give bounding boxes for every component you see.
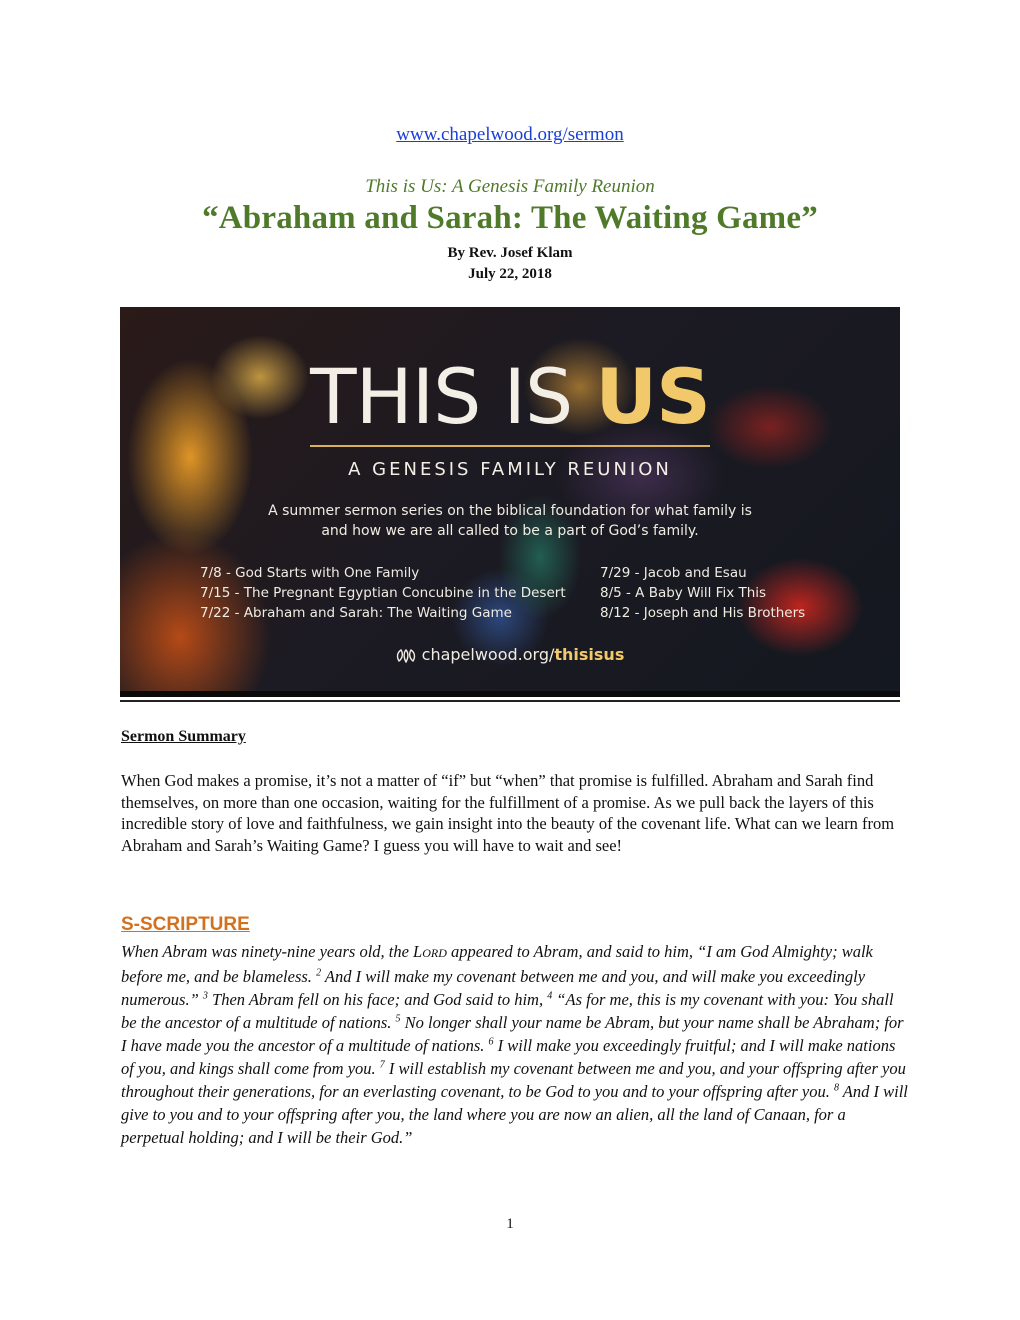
- scripture-text: No longer shall your name be Abram, but your name shall be Abraham; for I have made you the ancestor of a multitude of nations.: [121, 1013, 904, 1055]
- scripture-passage: [121, 940, 911, 1149]
- verse-number: 4: [547, 990, 553, 1002]
- chapelwood-leaf-icon: [396, 649, 416, 663]
- scripture-text: And I will make my covenant between me and you, and will make you exceedingly numerous.”: [121, 967, 866, 1009]
- schedule-item: 7/8 - God Starts with One Family: [200, 565, 420, 581]
- banner-schedule-left: [200, 563, 566, 623]
- schedule-item: 7/15 - The Pregnant Egyptian Concubine in the Desert: [200, 585, 566, 601]
- scripture-text: Then Abram fell on his face; and God said to him,: [207, 990, 548, 1009]
- scripture-text: “As for me, this is my covenant with you: You shall be the ancestor of a multitude of nations.: [121, 990, 894, 1032]
- banner-bottom-edge: [120, 691, 900, 697]
- banner-underline: [120, 700, 900, 702]
- sermon-url-link[interactable]: www.chapelwood.org/sermon: [396, 124, 624, 145]
- scripture-text: I will make you exceedingly fruitful; and I will make nations of you, and kings shall come from you.: [121, 1036, 896, 1078]
- scripture-text: When Abram was ninety-nine years old, the L: [121, 942, 423, 961]
- summary-paragraph: When God makes a promise, it’s not a matter of “if” but “when” that promise is fulfilled. Abraham and Sarah find themselves, on more than one occasion, waiting for the fulfillment of a promise. As we pull back the layers of this incredible story of love and faithfulness, we gain insight into the beauty of the covenant life. What can we learn from Abraham and Sarah’s Waiting Game? I guess you will have to wait and see!: [121, 771, 895, 855]
- series-banner-image: [120, 307, 900, 697]
- verse-number: 5: [395, 1013, 401, 1025]
- banner-schedule-right: [600, 563, 805, 623]
- schedule-item: 7/29 - Jacob and Esau: [600, 565, 747, 581]
- verse-number: 3: [202, 990, 208, 1002]
- verse-number: 6: [488, 1036, 494, 1048]
- scripture-text: I will establish my covenant between me and you, and your offspring after you throughout their generations, for an everlasting covenant, to be God to you and to your offspring after you.: [121, 1059, 906, 1101]
- banner-description: [250, 501, 770, 541]
- author-byline: By Rev. Josef Klam: [447, 245, 573, 261]
- banner-divider: [310, 445, 710, 447]
- scripture-lord-smallcaps: ORD: [422, 946, 447, 960]
- schedule-item: 7/22 - Abraham and Sarah: The Waiting Game: [200, 605, 512, 621]
- banner-footer: [120, 645, 900, 664]
- series-title: This is Us: A Genesis Family Reunion: [365, 176, 655, 197]
- banner-title-part1: THIS IS: [310, 352, 596, 441]
- banner-footer-accent: thisisus: [554, 645, 625, 664]
- schedule-item: 8/5 - A Baby Will Fix This: [600, 585, 767, 601]
- banner-subtitle: A GENESIS FAMILY REUNION: [348, 459, 672, 480]
- sermon-date: July 22, 2018: [468, 266, 552, 282]
- page-number: 1: [506, 1216, 514, 1232]
- banner-footer-url: chapelwood.org/: [421, 645, 555, 664]
- banner-description-line: A summer sermon series on the biblical foundation for what family is: [268, 503, 752, 519]
- verse-number: 7: [379, 1059, 385, 1071]
- scripture-text: appeared to Abram, and said to him, “I am God Almighty; walk before me, and be blameless.: [121, 942, 873, 986]
- banner-description-line: and how we are all called to be a part of God’s family.: [321, 523, 699, 539]
- scripture-heading: S-SCRIPTURE: [121, 914, 250, 935]
- banner-title: [120, 352, 900, 441]
- banner-title-part2: US: [595, 352, 710, 441]
- verse-number: 2: [316, 967, 322, 979]
- scripture-text: And I will give to you and to your offspring after you, the land where you are now an alien, all the land of Canaan, for a perpetual holding; and I will be their God.”: [121, 1082, 908, 1147]
- summary-heading: Sermon Summary: [121, 728, 246, 745]
- sermon-title: “Abraham and Sarah: The Waiting Game”: [202, 200, 818, 236]
- schedule-item: 8/12 - Joseph and His Brothers: [600, 605, 806, 621]
- verse-number: 8: [833, 1082, 839, 1094]
